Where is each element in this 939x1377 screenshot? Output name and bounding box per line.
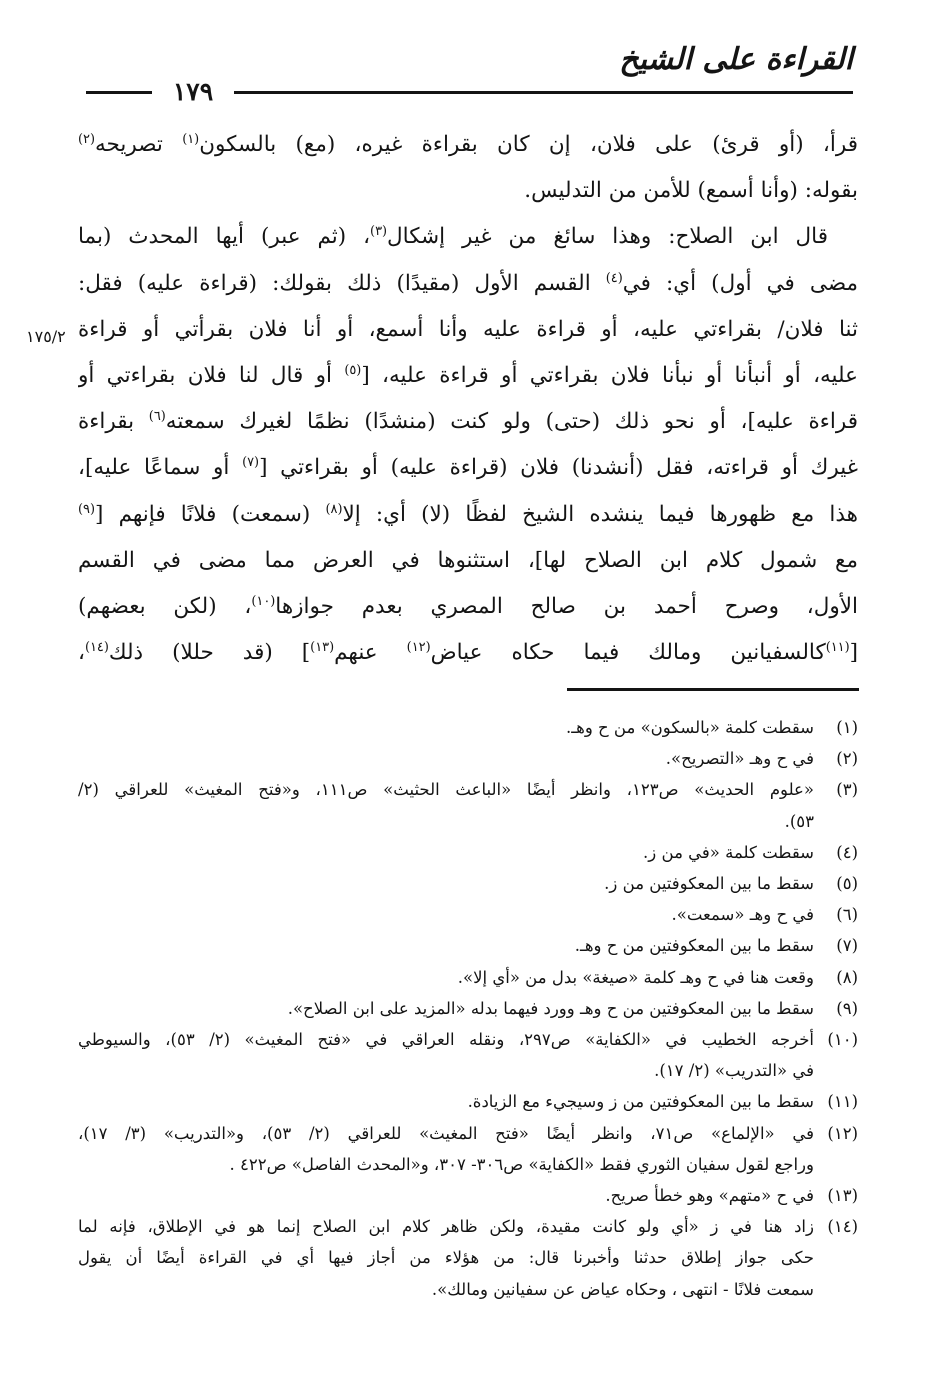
- footnote-line: سقط ما بين المعكوفتين من ز وسيجيء مع الزيادة.: [467, 1092, 814, 1112]
- footnotes: [78, 712, 858, 1305]
- footnote-line: وراجع لقول سفيان الثوري فقط «الكفاية» ص٣٠٦- ٣٠٧، و«المحدث الفاصل» ص٤٢٢ .: [229, 1154, 814, 1174]
- footnote-text: [78, 743, 814, 774]
- footnote: [78, 930, 858, 961]
- footnote: [78, 962, 858, 993]
- footnote-line: سقط ما بين المعكوفتين من ز.: [604, 873, 814, 893]
- footnote: [78, 1180, 858, 1211]
- footnote-marker: (١٤): [84, 639, 109, 655]
- page-number: ١٧٩: [152, 74, 234, 110]
- footnote-text: [78, 1180, 814, 1211]
- footnote-text: [78, 837, 814, 868]
- footnote-number: (١٢): [827, 1123, 858, 1143]
- footnote-line: حكى جواز إطلاق حدثنا وأخبرنا قال: من هؤلاء من أجاز فيها أي في القراءة أيضًا أن يقول: [78, 1248, 814, 1268]
- footnote-text: [78, 930, 814, 961]
- footnote-text: [78, 1211, 814, 1305]
- footnote-marker: (١١): [825, 639, 850, 655]
- footnote-line: في ح وهـ «التصريح».: [665, 749, 814, 769]
- footnote-text: [78, 1118, 814, 1180]
- footnote-marker: (٥): [344, 362, 362, 378]
- footnote-line: في «الإلماع» ص٧١، وانظر أيضًا «فتح المغيث» للعراقي (٢/ ٥٣)، و«التدريب» (٣/ ١٧)،: [78, 1123, 814, 1143]
- text-line: غيرك أو قراءته، فقل (أنشدنا) فلان (قراءة عليه) أو بقراءتي [$^{(٧)}$ أو سماعًا عليه]،: [78, 455, 858, 481]
- text-line: عليه، أو أنبأنا أو نبأنا فلان بقراءتي أو قراءة عليه، [$^{(٥)}$ أو قال لنا فلان بقراءتي أو: [78, 362, 858, 388]
- footnote-marker: (٩): [78, 501, 95, 517]
- footnote-text: [78, 899, 814, 930]
- footnote-line: سمعت فلانًا - انتهى ، وحكاه عياض عن سفيانين ومالك».: [431, 1279, 814, 1299]
- footnote-text: [78, 1086, 814, 1117]
- footnote-line: «علوم الحديث» ص١٢٣، وانظر أيضًا «الباعث الحثيث» ص١١١، و«فتح المغيث» للعراقي (٢/: [78, 780, 814, 800]
- footnote-text: [78, 712, 814, 743]
- text-line: قرأ، (أو قرئ) على فلان، إن كان بقراءة غيره، (مع) بالسكون$^{(١)}$ تصريحه$^{(٢)}$: [78, 131, 858, 157]
- footnote-number: (٣): [836, 780, 858, 800]
- text-line: مضى في أول) أي: في$^{(٤)}$ القسم الأول (مقيدًا) ذلك بقولك: (قراءة عليه) فقل:: [78, 270, 858, 296]
- footnote-marker: (٣): [370, 224, 388, 240]
- footnote-line: في ح «متهم» وهو خطأ صريح.: [605, 1185, 814, 1205]
- footnote-line: في ح وهـ «سمعت».: [671, 905, 814, 925]
- footnote-line: ٥٣).: [784, 811, 814, 831]
- margin-reference: ١٧٥/٢: [26, 327, 66, 346]
- footnote-marker: (١٢): [406, 639, 431, 655]
- footnote-number: (٤): [836, 842, 858, 862]
- text-line: بقوله: (وأنا أسمع) للأمن من التدليس.: [524, 178, 858, 204]
- text-line: ثنا فلان/ بقراءتي عليه، أو قراءة عليه وأنا أسمع، أو أنا فلان بقرأتي أو قراءة: [78, 316, 858, 342]
- footnote-line: وقعت هنا في ح وهـ كلمة «صيغة» بدل من «أي إلا».: [457, 967, 814, 987]
- footnote-line: زاد هنا في ز «أي ولو كانت مقيدة، ولكن ظاهر كلام ابن الصلاح إنما هو في الإطلاق، فإنه لما: [78, 1217, 814, 1237]
- footnote-line: سقط ما بين المعكوفتين من ح وهـ وورد فيهما بدله «المزيد على ابن الصلاح».: [287, 998, 814, 1018]
- footnote-marker: (١): [182, 131, 200, 147]
- footnote-number: (١٠): [827, 1030, 858, 1049]
- footnote-marker: (١٣): [310, 639, 335, 655]
- footnote-number: (٢): [836, 749, 858, 769]
- footnote-marker: (٤): [605, 270, 623, 286]
- footnote: [78, 743, 858, 774]
- footnote: [78, 993, 858, 1024]
- footnote: [78, 837, 858, 868]
- footnote-number: (١٣): [827, 1185, 858, 1205]
- footnote-number: (١١): [827, 1092, 858, 1112]
- footnote-line: أخرجه الخطيب في «الكفاية» ص٢٩٧، ونقله العراقي في «فتح المغيث» (٢/ ٥٣)، والسيوطي: [78, 1030, 814, 1049]
- footnote-line: سقطت كلمة «في من ز.: [643, 842, 814, 862]
- footnote-text: [78, 962, 814, 993]
- text-line: قال ابن الصلاح: وهذا سائغ من غير إشكال$^{(٣)}$، (ثم عبر) أيها المحدث (بما: [78, 224, 828, 250]
- footnote-text: [78, 774, 814, 836]
- footnote: [78, 712, 858, 743]
- footnote: [78, 868, 858, 899]
- text-line: هذا مع ظهورها فيما ينشده الشيخ لفظًا (لا) أي: إلا$^{(٨)}$ (سمعت) فلانًا فإنهم [$^{(٩)}$: [78, 501, 858, 527]
- footnote-text: [78, 993, 814, 1024]
- text-line: قراءة عليه]، أو نحو ذلك (حتى) ولو كنت (منشدًا) نظمًا لغيرك سمعته$^{(٦)}$ بقراءة: [78, 408, 858, 435]
- footnote-number: (١٤): [827, 1217, 858, 1237]
- footnote-line: في «التدريب» (٢/ ١٧).: [654, 1061, 814, 1081]
- footnote-number: (١): [836, 718, 858, 737]
- footnote-marker: (٢): [78, 131, 95, 147]
- footnote-marker: (١٠): [251, 593, 276, 609]
- footnote: [78, 1024, 858, 1086]
- text-line: مع شمول كلام ابن الصلاح لها]، استثنوها في العرض مما مضى في القسم: [78, 547, 858, 573]
- footnote-marker: (٨): [325, 501, 343, 517]
- footnote-number: (٥): [836, 873, 858, 893]
- footnote-number: (٦): [836, 905, 858, 925]
- footnote-number: (٩): [836, 998, 858, 1018]
- footnote-marker: (٧): [242, 455, 260, 471]
- running-title: القراءة على الشيخ: [619, 42, 853, 77]
- footnote-rule: [567, 688, 859, 691]
- text-line: الأول، وصرح أحمد بن صالح المصري بعدم جوازها$^{(١٠)}$، (لكن بعضهم): [78, 593, 858, 619]
- footnote-line: سقط ما بين المعكوفتين من ح وهـ.: [574, 936, 814, 956]
- footnote: [78, 774, 858, 836]
- text-line: [$^{(١١)}$كالسفيانين ومالك فيما حكاه عياض$^{(١٢)}$ عنهم$^{(١٣)}$] (قد حللا) ذلك$^{(١٤)}$،: [78, 639, 858, 666]
- footnote: [78, 1118, 858, 1180]
- footnote-line: سقطت كلمة «بالسكون» من ح وهـ.: [566, 718, 814, 737]
- footnote: [78, 1086, 858, 1117]
- footnote-number: (٨): [836, 967, 858, 987]
- footnote-text: [78, 1024, 814, 1086]
- footnote-text: [78, 868, 814, 899]
- footnote: [78, 899, 858, 930]
- footnote-number: (٧): [836, 936, 858, 956]
- main-text: [78, 122, 858, 676]
- footnote: [78, 1211, 858, 1305]
- footnote-marker: (٦): [148, 408, 166, 424]
